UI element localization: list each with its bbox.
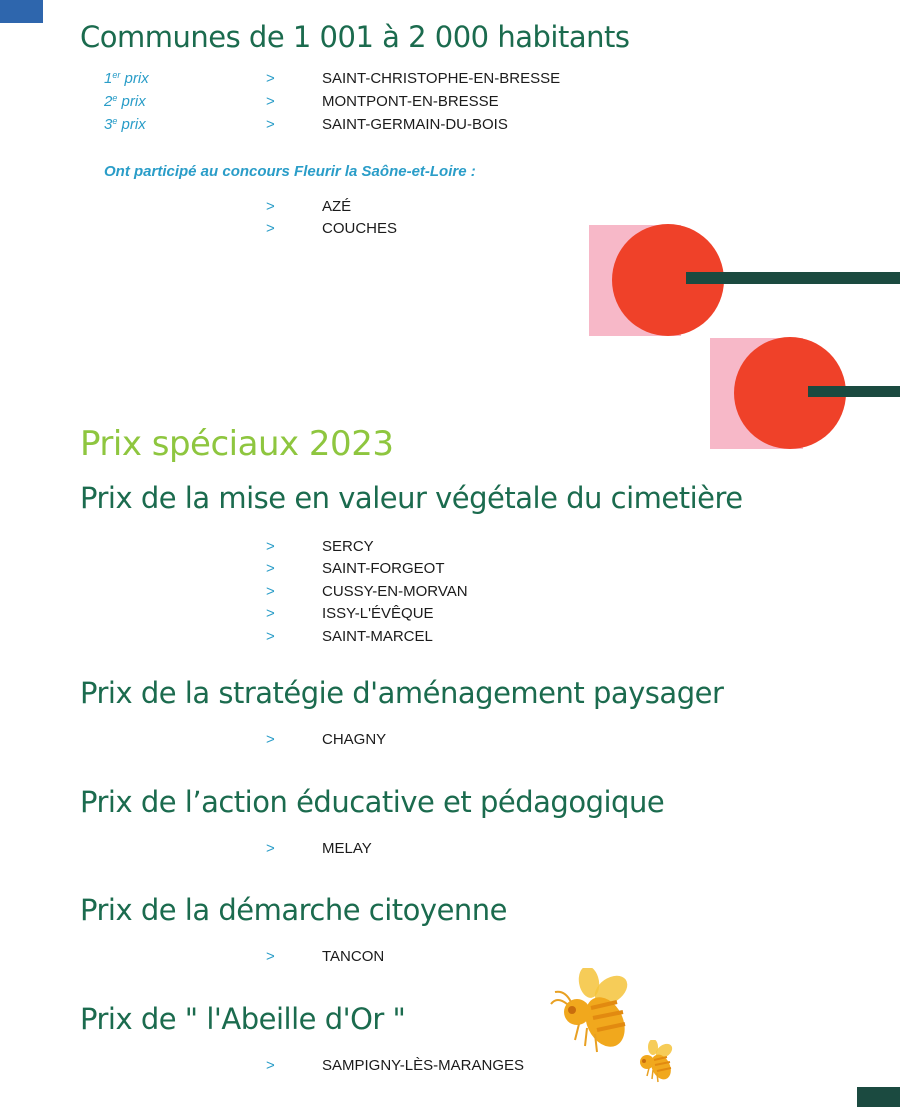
arrow-icon: > xyxy=(266,948,275,965)
corner-block-top-left xyxy=(0,0,43,23)
arrow-icon: > xyxy=(266,538,275,555)
arrow-icon: > xyxy=(266,198,275,215)
arrow-icon: > xyxy=(266,93,275,110)
bee-icon xyxy=(632,1040,678,1088)
participated-label: Ont participé au concours Fleurir la Saône-et-Loire : xyxy=(104,163,476,180)
town-name: COUCHES xyxy=(322,220,398,237)
town-name: MELAY xyxy=(322,840,372,857)
town-name: CUSSY-EN-MORVAN xyxy=(322,583,468,600)
town-name: TANCON xyxy=(322,948,385,965)
arrow-icon: > xyxy=(266,628,275,645)
town-name: CHAGNY xyxy=(322,731,387,748)
arrow-icon: > xyxy=(266,731,275,748)
prize-label: 1er prix xyxy=(104,70,149,87)
town-name: SAINT-CHRISTOPHE-EN-BRESSE xyxy=(322,70,561,87)
arrow-icon: > xyxy=(266,583,275,600)
prize-label: 3e prix xyxy=(104,116,146,133)
town-name: SAMPIGNY-LÈS-MARANGES xyxy=(322,1057,524,1074)
town-name: SAINT-GERMAIN-DU-BOIS xyxy=(322,116,508,133)
arrow-icon: > xyxy=(266,116,275,133)
category-title-landscape: Prix de la stratégie d'aménagement paysager xyxy=(80,676,724,710)
town-name: AZÉ xyxy=(322,198,352,215)
category-title-citizen: Prix de la démarche citoyenne xyxy=(80,893,508,927)
prize-label: 2e prix xyxy=(104,93,146,110)
category-title-education: Prix de l’action éducative et pédagogique xyxy=(80,785,665,819)
stem-line-decoration xyxy=(686,272,900,284)
arrow-icon: > xyxy=(266,1057,275,1074)
town-name: SAINT-FORGEOT xyxy=(322,560,445,577)
town-name: SERCY xyxy=(322,538,374,555)
bee-icon xyxy=(545,968,640,1063)
arrow-icon: > xyxy=(266,605,275,622)
town-name: ISSY-L'ÉVÊQUE xyxy=(322,605,434,622)
category-title-golden-bee: Prix de " l'Abeille d'Or " xyxy=(80,1002,406,1036)
section-title-communes: Communes de 1 001 à 2 000 habitants xyxy=(80,20,630,54)
arrow-icon: > xyxy=(266,70,275,87)
arrow-icon: > xyxy=(266,560,275,577)
corner-block-bottom-right xyxy=(857,1087,900,1107)
stem-line-decoration xyxy=(808,386,900,397)
arrow-icon: > xyxy=(266,220,275,237)
town-name: SAINT-MARCEL xyxy=(322,628,433,645)
arrow-icon: > xyxy=(266,840,275,857)
special-prizes-title: Prix spéciaux 2023 xyxy=(80,424,394,464)
category-title-cemetery: Prix de la mise en valeur végétale du cimetière xyxy=(80,481,743,515)
town-name: MONTPONT-EN-BRESSE xyxy=(322,93,499,110)
